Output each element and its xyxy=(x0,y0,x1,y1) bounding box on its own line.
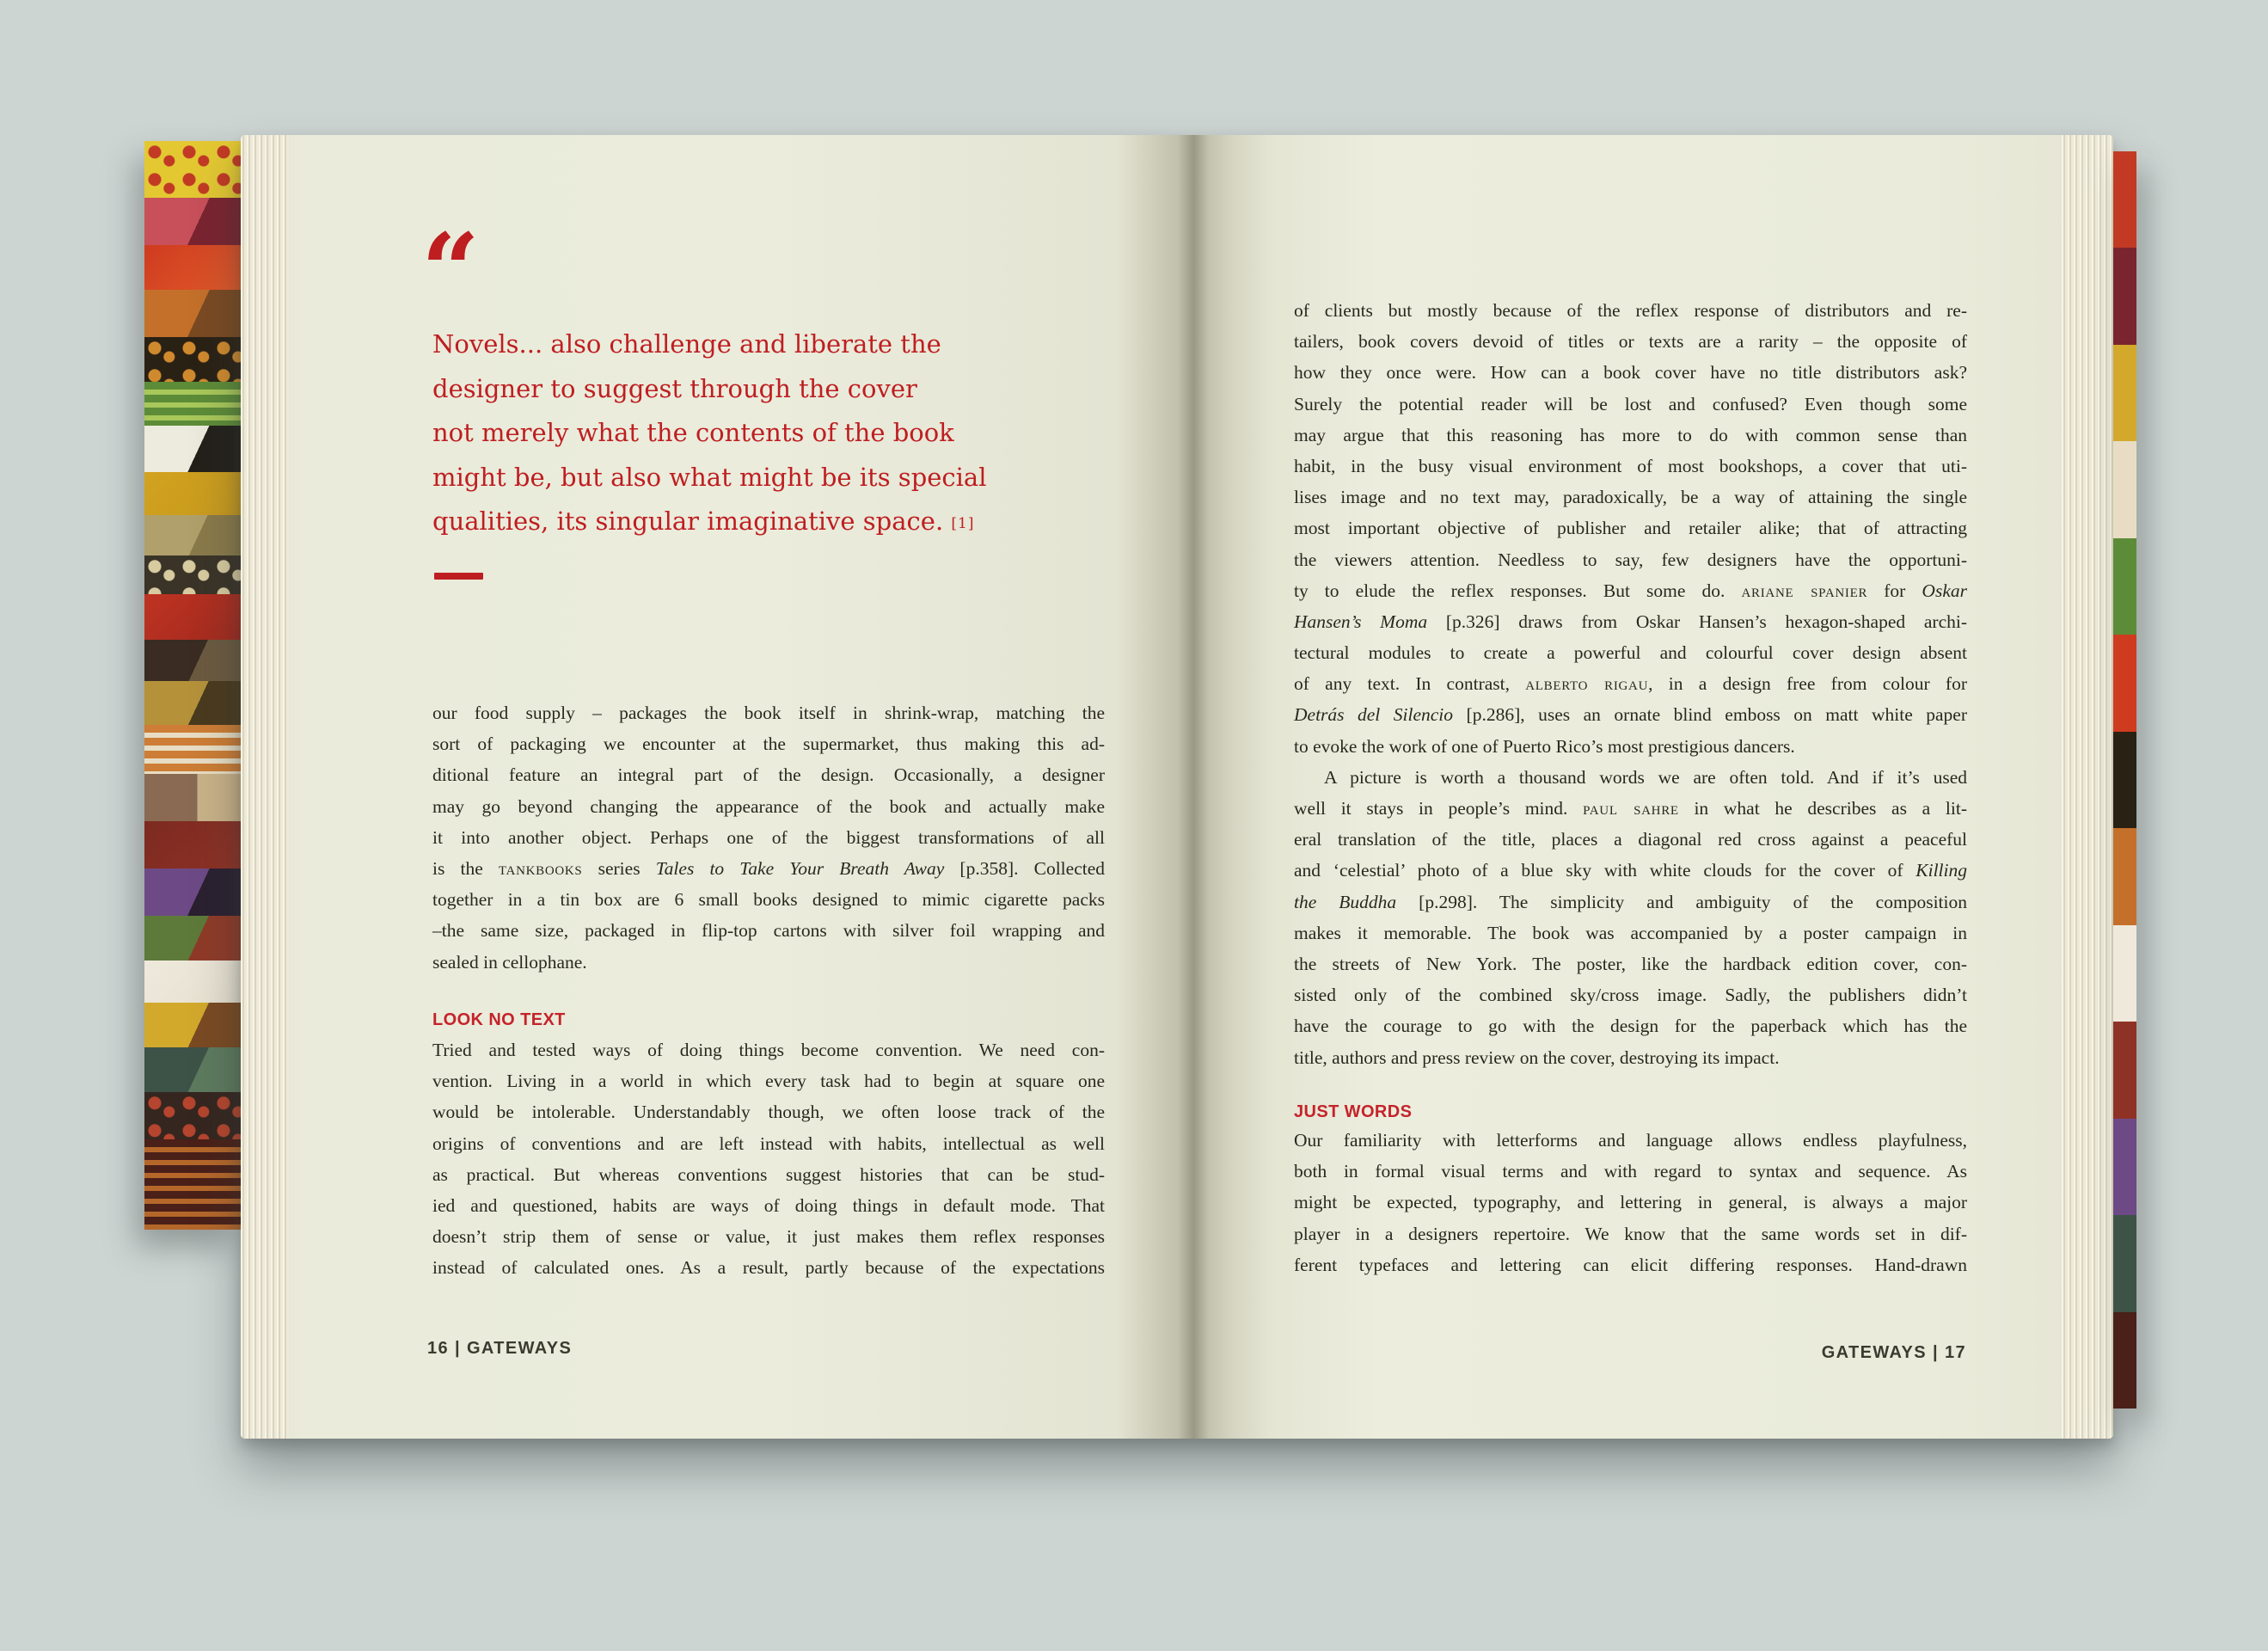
collage-band xyxy=(2113,925,2136,1022)
section-heading-just-words: JUST WORDS xyxy=(1294,1102,1413,1121)
text-line: of any text. In contrast, alberto rigau, in a design free from colour for xyxy=(1294,673,1967,695)
text-line: as practical. But whereas conventions suggest histories that can be stud- xyxy=(432,1163,1105,1185)
text-line: ied and questioned, habits are ways of doing things in default mode. That xyxy=(432,1194,1105,1216)
text-line: ferent typefaces and lettering can elicit differing responses. Hand-drawn xyxy=(1294,1254,1967,1275)
text-line: may go beyond changing the appearance of the book and actually make xyxy=(432,795,1105,817)
text-line: the Buddha [p.298]. The simplicity and ambiguity of the composition xyxy=(1294,891,1967,912)
text-line: Detrás del Silencio [p.286], uses an ornate blind emboss on matt white paper xyxy=(1294,704,1967,726)
collage-band xyxy=(2113,635,2136,731)
text-line: how they once were. How can a book cover have no title distributors ask? xyxy=(1294,362,1967,384)
collage-band xyxy=(144,337,241,382)
text-line: may argue that this reasoning has more to do with common sense than xyxy=(1294,424,1967,445)
text-line: sort of packaging we encounter at the supermarket, thus making this ad- xyxy=(432,733,1105,755)
collage-band xyxy=(144,472,241,516)
text-line: is the tankbooks series Tales to Take Your Breath Away [p.358]. Collected xyxy=(432,857,1106,879)
text-line: Tried and tested ways of doing things become convention. We need con- xyxy=(432,1040,1105,1060)
collage-band xyxy=(144,640,241,681)
book-cover-collage-right xyxy=(2113,151,2136,1409)
text-line: of clients but mostly because of the reflex response of distributors and re- xyxy=(1294,300,1967,321)
text-line: well it stays in people’s mind. paul sahre in what he describes as a lit- xyxy=(1294,798,1967,819)
text-line: –the same size, packaged in flip-top cartons with silver foil wrapping and xyxy=(432,920,1105,942)
collage-band xyxy=(2113,1119,2136,1215)
collage-band xyxy=(144,555,241,594)
text-line: Hansen’s Moma [p.326] draws from Oskar Hansen’s hexagon-shaped archi- xyxy=(1294,611,1967,632)
collage-band xyxy=(2113,828,2136,924)
text-line: to evoke the work of one of Puerto Rico’s most prestigious dancers. xyxy=(1294,735,1795,757)
collage-band xyxy=(144,774,241,821)
pull-quote xyxy=(432,322,1034,544)
collage-band xyxy=(144,1139,241,1230)
text-line: A picture is worth a thousand words we are often told. And if it’s used xyxy=(1324,766,1967,788)
collage-band xyxy=(144,821,241,868)
text-line: might be, but also what might be its special xyxy=(432,462,987,492)
left-folio: 16 | GATEWAYS xyxy=(427,1339,573,1358)
text-line: designer to suggest through the cover xyxy=(432,373,917,403)
text-line: qualities, its singular imaginative space. [1] xyxy=(432,506,975,536)
text-line: and ‘celestial’ photo of a blue sky with white clouds for the cover of Killing xyxy=(1294,860,1967,881)
text-line: the streets of New York. The poster, like the hardback edition cover, con- xyxy=(1294,953,1967,974)
text-line: title, authors and press review on the cover, destroying its impact. xyxy=(1294,1046,1780,1068)
text-line: both in formal visual terms and with regard to syntax and sequence. As xyxy=(1294,1161,1967,1182)
page-edge-left xyxy=(241,135,289,1439)
right-folio: GATEWAYS | 17 xyxy=(1821,1343,1966,1362)
text-line: Novels... also challenge and liberate the xyxy=(432,329,941,359)
text-line: it into another object. Perhaps one of the biggest transformations of all xyxy=(432,826,1105,848)
page-edge-right xyxy=(2062,135,2113,1439)
collage-band xyxy=(2113,151,2136,248)
collage-band xyxy=(2113,345,2136,441)
collage-band xyxy=(2113,248,2136,344)
section-heading-look-no-text: LOOK NO TEXT xyxy=(432,1010,566,1029)
collage-band xyxy=(144,916,241,961)
collage-band xyxy=(144,515,241,555)
text-line: sealed in cellophane. xyxy=(432,951,587,973)
text-line: vention. Living in a world in which every task had to begin at square one xyxy=(432,1071,1105,1092)
collage-band xyxy=(144,681,241,725)
text-line: player in a designers repertoire. We know that the same words set in dif- xyxy=(1294,1223,1967,1244)
collage-band xyxy=(144,1003,241,1048)
text-line: eral translation of the title, places a diagonal red cross against a peaceful xyxy=(1294,829,1967,850)
text-line: habit, in the busy visual environment of most bookshops, a cover that uti- xyxy=(1294,455,1967,476)
collage-band xyxy=(2113,1215,2136,1311)
text-line: ty to elude the reflex responses. But some do. ariane spanier for Oskar xyxy=(1294,580,1967,601)
collage-band xyxy=(2113,1312,2136,1409)
text-line: would be intolerable. Understandably though, we often loose track of the xyxy=(432,1102,1105,1123)
collage-band xyxy=(2113,538,2136,635)
collage-band xyxy=(144,198,241,245)
text-line: sisted only of the combined sky/cross image. Sadly, the publishers didn’t xyxy=(1294,985,1967,1006)
text-line: together in a tin box are 6 small books designed to mimic cigarette packs xyxy=(432,889,1105,911)
collage-band xyxy=(144,594,241,640)
collage-band xyxy=(144,141,241,198)
paragraph-shrinkwrap xyxy=(432,697,1105,978)
text-line: lises image and no text may, paradoxically, be a way of attaining the single xyxy=(1294,487,1967,508)
collage-band xyxy=(144,290,241,337)
book-cover-collage-left xyxy=(144,141,241,1230)
text-line: most important objective of publisher and retailer alike; that of attracting xyxy=(1294,518,1967,539)
paragraph-just-words xyxy=(1294,1125,1967,1280)
text-line: instead of calculated ones. As a result, partly because of the expectations xyxy=(432,1257,1105,1279)
text-line: doesn’t strip them of sense or value, it just makes them reflex responses xyxy=(432,1226,1105,1248)
text-line: makes it memorable. The book was accompanied by a poster campaign in xyxy=(1294,922,1967,943)
collage-band xyxy=(144,245,241,290)
text-line: our food supply – packages the book itself in shrink-wrap, matching the xyxy=(432,703,1105,723)
text-line: the viewers attention. Needless to say, few designers have the opportuni- xyxy=(1294,549,1967,570)
pull-quote-mark: “ xyxy=(421,211,480,330)
collage-band xyxy=(144,961,241,1002)
collage-band xyxy=(144,725,241,774)
collage-band xyxy=(2113,732,2136,828)
collage-band xyxy=(144,426,241,472)
collage-band xyxy=(144,382,241,426)
collage-band xyxy=(2113,441,2136,537)
text-line: ditional feature an integral part of the design. Occasionally, a designer xyxy=(432,764,1105,786)
text-line: origins of conventions and are left instead with habits, intellectual as well xyxy=(432,1132,1105,1154)
paragraph-look-no-text xyxy=(432,1034,1105,1284)
red-rule xyxy=(434,573,483,580)
gutter-shadow xyxy=(1116,135,1271,1439)
collage-band xyxy=(2113,1022,2136,1118)
collage-band xyxy=(144,1047,241,1092)
text-line: not merely what the contents of the book xyxy=(432,418,954,447)
text-line: tailers, book covers devoid of titles or texts are a rarity – the opposite of xyxy=(1294,331,1967,353)
text-line: might be expected, typography, and lettering in general, is always a major xyxy=(1294,1192,1967,1213)
paragraph-no-text-continued xyxy=(1294,295,1967,1073)
text-line: Surely the potential reader will be lost and confused? Even though some xyxy=(1294,393,1967,414)
text-line: Our familiarity with letterforms and language allows endless playfulness, xyxy=(1294,1130,1967,1151)
text-line: have the courage to go with the design for the paperback which has the xyxy=(1294,1016,1967,1037)
collage-band xyxy=(144,1092,241,1139)
collage-band xyxy=(144,868,241,916)
text-line: tectural modules to create a powerful and colourful cover design absent xyxy=(1294,642,1967,664)
